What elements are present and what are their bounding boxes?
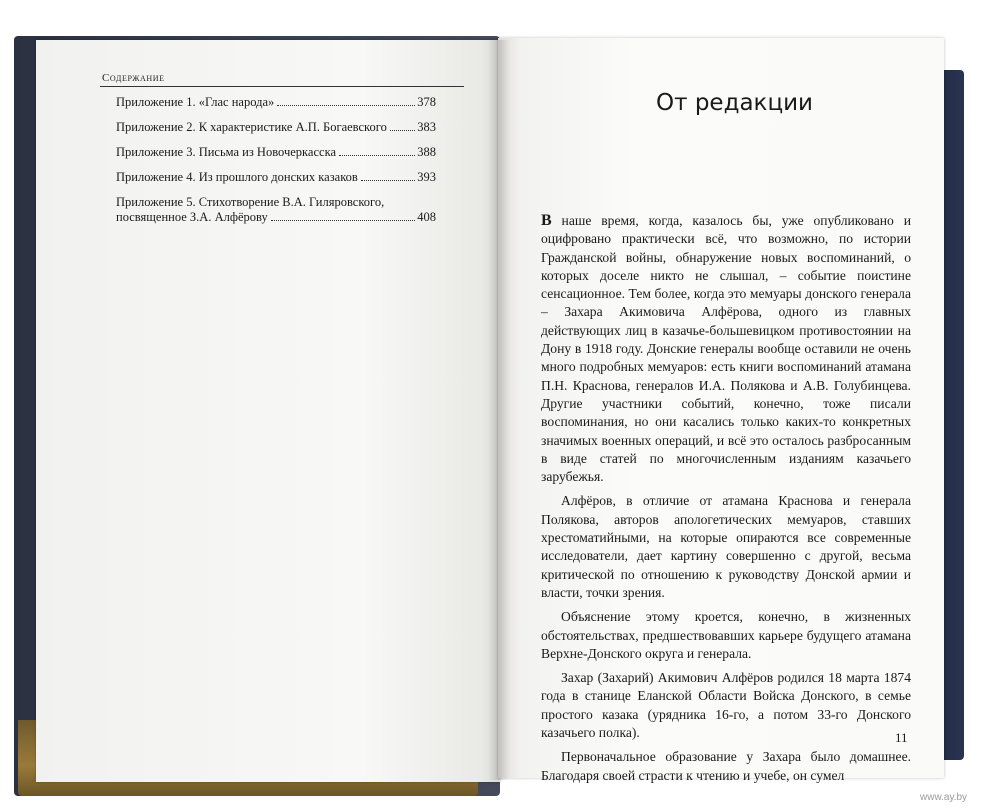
toc-leader <box>277 105 415 106</box>
toc-item-subtitle: посвященное З.А. Алфёрову <box>116 210 268 224</box>
toc-item-title: Приложение 3. Письма из Новочеркасска <box>116 145 336 159</box>
toc-item-page: 388 <box>417 145 436 159</box>
paragraph: Первоначальное образование у Захара было домашнее. Благодаря своей страсти к чтению и учебе, он сумел <box>541 749 911 783</box>
dropcap: В <box>541 212 552 229</box>
toc-item <box>116 95 436 110</box>
toc-item-title: Приложение 2. К характеристике А.П. Богаевского <box>116 120 387 134</box>
toc-leader <box>390 130 415 131</box>
toc-leader <box>271 220 416 221</box>
paragraph: Объяснение этому кроется, конечно, в жизненных обстоятельствах, предшествовавших карьере будущего атамана Верхне-Донского округа и генерала. <box>541 609 911 661</box>
body-text <box>541 212 911 791</box>
toc-item <box>116 145 436 160</box>
toc-item-page: 383 <box>417 120 436 134</box>
chapter-title: От редакции <box>656 90 814 116</box>
table-of-contents <box>116 95 436 225</box>
running-head: Содержание <box>102 72 165 84</box>
header-rule <box>100 86 464 87</box>
toc-item <box>116 195 436 225</box>
book-spine <box>488 40 510 780</box>
toc-leader <box>339 155 415 156</box>
toc-item-page: 378 <box>417 95 436 109</box>
page-number: 11 <box>895 730 908 745</box>
watermark: www.ay.by <box>920 792 968 803</box>
toc-item-title: Приложение 5. Стихотворение В.А. Гиляровского, <box>116 195 385 209</box>
toc-item <box>116 170 436 185</box>
toc-item-title: Приложение 4. Из прошлого донских казаков <box>116 170 358 184</box>
toc-item <box>116 120 436 135</box>
toc-leader <box>361 180 415 181</box>
toc-item-title: Приложение 1. «Глас народа» <box>116 95 275 109</box>
toc-item-page: 408 <box>417 210 436 224</box>
toc-item-page: 393 <box>417 170 436 184</box>
paragraph: Захар (Захарий) Акимович Алфёров родился 18 марта 1874 года в станице Еланской Области Войска Донского, в семье простого казака (урядника 16-го, а потом 33-го Донского казачьего полка). <box>541 670 911 741</box>
paragraph-text: наше время, когда, казалось бы, уже опубликовано и оцифровано практически всё, что возможно, по истории Гражданской войны, обнаружение новых воспоминаний, о которых доселе никто не слышал, – событие поистине сенсационное. Тем более, когда это мемуары донского генерала – Захара Акимовича Алфёрова, одного из главных действующих лиц в казачье-большевицком противостоянии на Дону в 1918 году. Донские генералы вообще оставили не очень много подробных мемуаров: есть книги воспоминаний атамана П.Н. Краснова, генералов И.А. Полякова и А.В. Голубинцева. Другие участники событий, конечно, тоже писали воспоминания, но они касались только каких-то конкретных значимых военных операций, и всё это осталось разбросанным в виде статей по многочисленным изданиям казачьего зарубежья. <box>541 213 911 485</box>
paragraph <box>541 212 911 486</box>
paragraph: Алфёров, в отличие от атамана Краснова и генерала Полякова, авторов апологетических мемуаров, ставших хрестоматийными, на которые опираются все современные исследователи, дает картину совершенно с другой, весьма критической по отношению к руководству Донской армии и власти, точки зрения. <box>541 493 911 600</box>
